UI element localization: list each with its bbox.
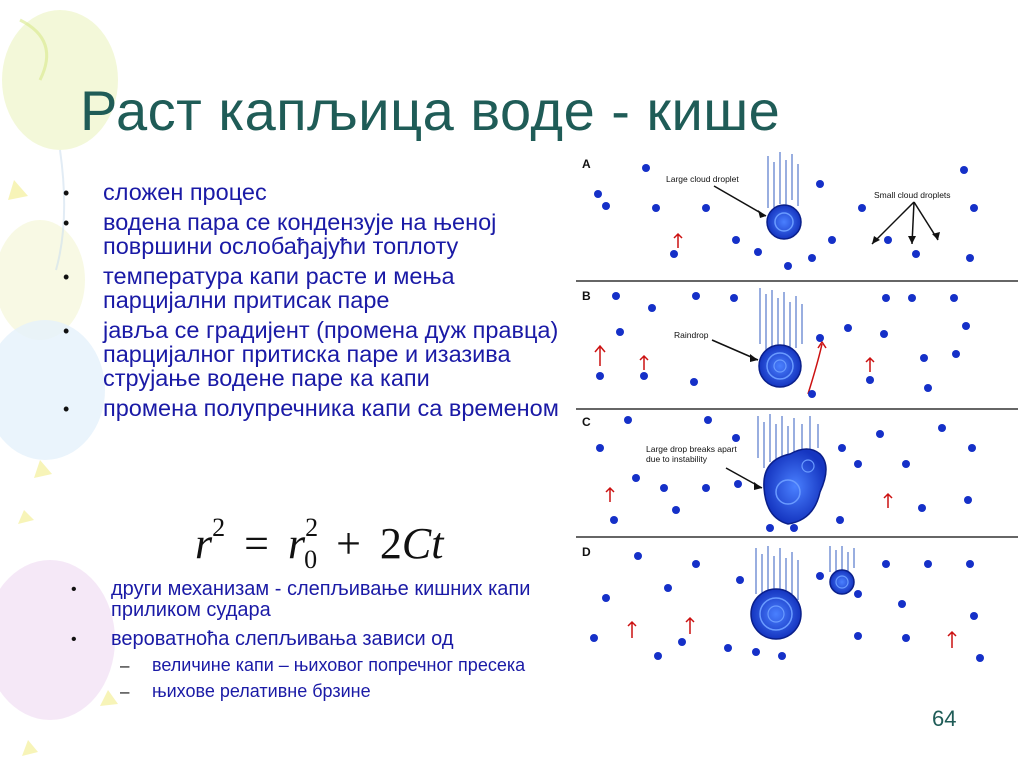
sub-list-item (120, 656, 568, 676)
diagram-label: Large cloud droplet (666, 174, 739, 184)
bullet-dot-icon: • (71, 631, 77, 648)
panel-letter: C (582, 415, 591, 429)
bullet-dot-icon: • (63, 267, 70, 287)
list-item (60, 396, 560, 420)
bullet-list (60, 180, 560, 420)
bullet-dot-icon: • (63, 183, 70, 203)
formula-r0: r (287, 519, 306, 568)
panel-letter: D (582, 545, 591, 559)
bullet-text: сложен процес (103, 179, 267, 205)
diagram-label: Small cloud droplets (874, 190, 951, 200)
bullet-text: јавља се градијент (промена дуж правца) парцијалног притиска паре и изазива струјање водене паре ка капи (103, 317, 559, 391)
formula-lhs-exponent: 2 (212, 513, 226, 542)
panel-letter: B (582, 289, 591, 303)
formula-equals: = (244, 519, 269, 568)
bullet-text: вероватноћа слепљивања зависи од (111, 628, 454, 650)
panel-letter: A (582, 157, 591, 171)
bullet-dot-icon: • (63, 321, 70, 341)
sub-bullet-text: њихове релативне брзине (152, 681, 371, 701)
formula-constant: 2 (379, 519, 402, 568)
formula-vars: Ct (401, 519, 444, 568)
bullet-text: други механизам - слепљивање кишних капи приликом судара (111, 578, 531, 621)
panel-b (582, 288, 970, 398)
dash-icon: – (120, 656, 130, 675)
diagram-label: due to instability (646, 454, 707, 464)
diagram-label: Large drop breaks apart (646, 444, 737, 454)
page-title: Раст капљица воде - кише (80, 79, 781, 142)
formula-lhs: r (195, 519, 213, 568)
panel-c (582, 414, 976, 532)
panel-d (582, 545, 984, 662)
radius-formula (195, 513, 444, 574)
bullet-text: промена полупречника капи са временом (103, 395, 559, 421)
list-item (68, 629, 568, 650)
list-item (60, 264, 560, 312)
bullet-dot-icon: • (71, 581, 77, 598)
sub-bullet-text: величине капи – њиховог попречног пресека (152, 655, 526, 675)
raindrop-diagram (576, 148, 1018, 668)
formula-r0-subscript: 0 (304, 545, 318, 574)
secondary-bullet-list (68, 579, 568, 702)
bullet-dot-icon: • (63, 213, 70, 233)
bullet-text: водена пара се кондензује на њеној површини ослобађајући топлоту (103, 209, 497, 259)
page-number: 64 (932, 706, 957, 731)
bullet-text: температура капи расте и мења парцијални притисак паре (103, 263, 455, 313)
diagram-label: Raindrop (674, 330, 709, 340)
dash-icon: – (120, 682, 130, 701)
list-item (60, 180, 560, 204)
formula-r0-exponent: 2 (305, 513, 319, 542)
bullet-dot-icon: • (63, 399, 70, 419)
list-item (60, 210, 560, 258)
panel-a (582, 152, 978, 270)
list-item (60, 318, 560, 390)
formula-plus: + (336, 519, 361, 568)
list-item (68, 579, 568, 621)
sub-list-item (120, 682, 568, 702)
